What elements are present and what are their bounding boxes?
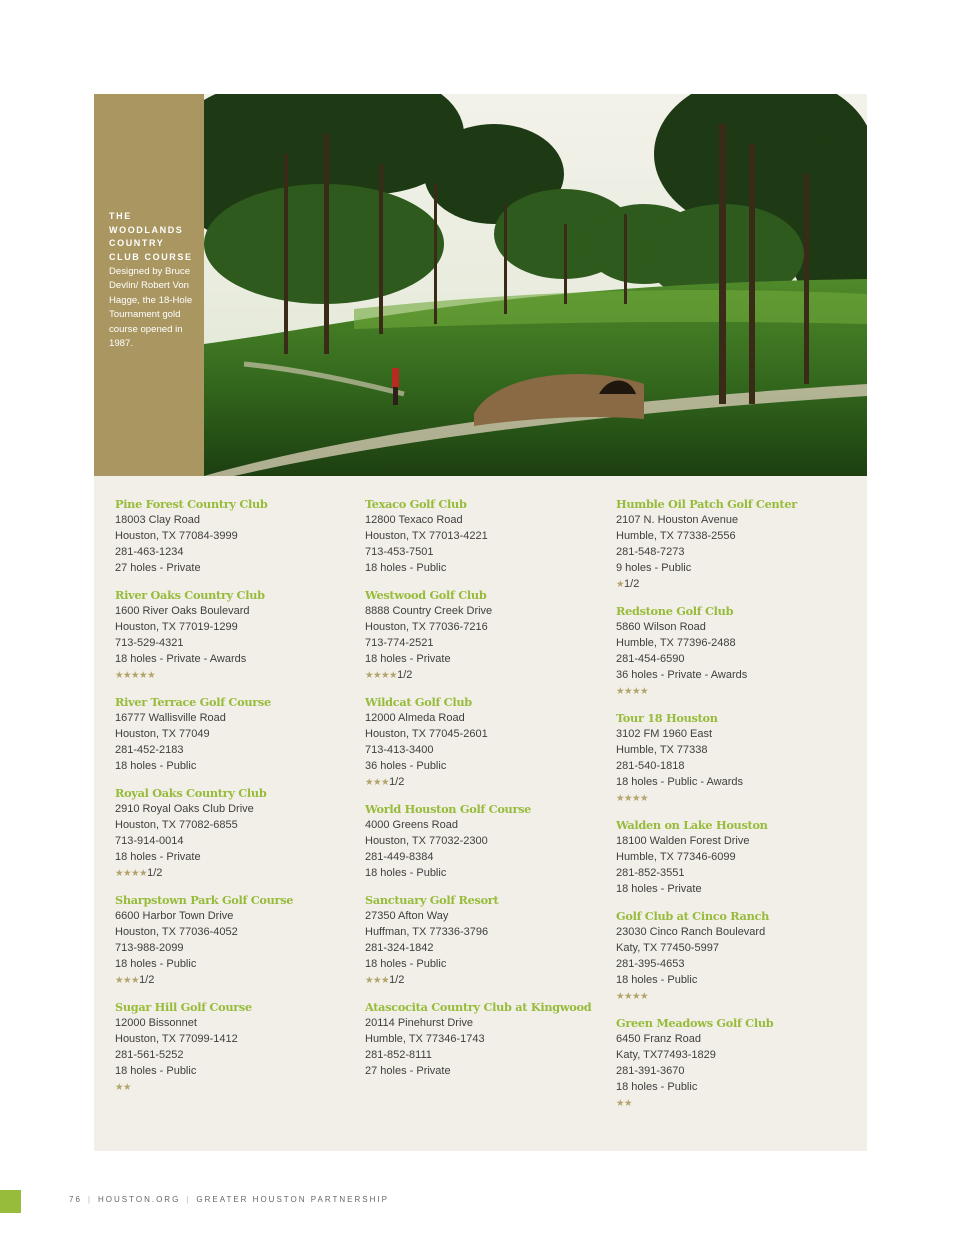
club-address-line: Houston, TX 77045-2601 [365, 728, 488, 740]
club-phone: 713-914-0014 [115, 835, 184, 847]
club-phone: 281-561-5252 [115, 1049, 184, 1061]
club-name: River Oaks Country Club [115, 588, 265, 602]
club-address-line: 16777 Wallisville Road [115, 712, 226, 724]
club-address-line: 6600 Harbor Town Drive [115, 910, 234, 922]
club-phone: 713-413-3400 [365, 744, 434, 756]
club-address-line: 6450 Franz Road [616, 1033, 701, 1045]
club-address-line: 27350 Afton Way [365, 910, 449, 922]
club-address-line: 5860 Wilson Road [616, 621, 706, 633]
club-name: Green Meadows Golf Club [616, 1016, 774, 1030]
club-entry [115, 999, 345, 1095]
club-rating [616, 790, 846, 806]
club-name: Tour 18 Houston [616, 711, 718, 725]
club-rating [616, 988, 846, 1004]
footer-site: HOUSTON.ORG [97, 1195, 181, 1204]
club-entry [115, 587, 345, 683]
club-rating [115, 865, 345, 881]
club-name: Texaco Golf Club [365, 497, 467, 511]
club-rating [616, 683, 846, 699]
listing-column-3 [616, 496, 846, 1122]
club-holes-type: 18 holes - Public [115, 760, 197, 772]
club-entry [115, 785, 345, 881]
club-rating [115, 667, 345, 683]
club-name: Atascocita Country Club at Kingwood [365, 1000, 592, 1014]
half-star-label: 1/2 [389, 776, 405, 788]
club-holes-type: 18 holes - Private [115, 851, 201, 863]
club-address-line: Houston, TX 77082-6855 [115, 819, 238, 831]
caption-panel [94, 94, 204, 476]
club-phone: 281-540-1818 [616, 760, 685, 772]
club-name: River Terrace Golf Course [115, 695, 271, 709]
club-address-line: 23030 Cinco Ranch Boulevard [616, 926, 766, 938]
club-address-line: 18100 Walden Forest Drive [616, 835, 750, 847]
caption-body: Designed by Bruce Devlin/ Robert Von Hagge, the 18-Hole Tournament gold course opened in 1987. [109, 266, 193, 350]
club-name: Redstone Golf Club [616, 604, 734, 618]
club-name: Pine Forest Country Club [115, 497, 268, 511]
caption-title: THE WOODLANDS COUNTRY CLUB COURSE [109, 211, 193, 262]
star-icons: ★★★★ [365, 670, 398, 681]
club-rating [365, 972, 595, 988]
club-address-line: Humble, TX 77346-1743 [365, 1033, 485, 1045]
club-phone: 713-774-2521 [365, 637, 434, 649]
club-phone: 713-988-2099 [115, 942, 184, 954]
club-entry [365, 496, 595, 576]
club-address-line: 20114 Pinehurst Drive [365, 1017, 474, 1029]
club-holes-type: 36 holes - Public [365, 760, 447, 772]
club-entry [616, 908, 846, 1004]
club-entry [115, 496, 345, 576]
hero-section [94, 94, 867, 476]
golf-course-listing [94, 476, 867, 1151]
club-entry [616, 603, 846, 699]
club-address-line: Huffman, TX 77336-3796 [365, 926, 489, 938]
club-name: Humble Oil Patch Golf Center [616, 497, 797, 511]
club-holes-type: 18 holes - Private [365, 653, 451, 665]
star-icons: ★★★★★ [115, 670, 156, 681]
club-holes-type: 18 holes - Public [115, 1065, 197, 1077]
club-name: Wildcat Golf Club [365, 695, 472, 709]
club-rating [616, 1095, 846, 1111]
club-address-line: 1600 River Oaks Boulevard [115, 605, 250, 617]
club-entry [365, 892, 595, 988]
club-address-line: Houston, TX 77032-2300 [365, 835, 488, 847]
club-address-line: Houston, TX 77049 [115, 728, 210, 740]
club-rating [365, 774, 595, 790]
club-phone: 281-852-3551 [616, 867, 685, 879]
club-address-line: 12000 Bissonnet [115, 1017, 197, 1029]
club-holes-type: 18 holes - Public [365, 562, 447, 574]
club-address-line: Houston, TX 77084-3999 [115, 530, 238, 542]
half-star-label: 1/2 [624, 578, 640, 590]
club-phone: 281-395-4653 [616, 958, 685, 970]
club-address-line: Houston, TX 77019-1299 [115, 621, 238, 633]
club-address-line: Humble, TX 77346-6099 [616, 851, 736, 863]
club-phone: 713-453-7501 [365, 546, 434, 558]
club-address-line: Katy, TX77493-1829 [616, 1049, 716, 1061]
star-icons: ★★★★ [616, 793, 649, 804]
club-entry [616, 710, 846, 806]
club-entry [616, 1015, 846, 1111]
club-phone: 281-463-1234 [115, 546, 184, 558]
half-star-label: 1/2 [397, 669, 413, 681]
club-phone: 281-454-6590 [616, 653, 685, 665]
club-name: Sugar Hill Golf Course [115, 1000, 252, 1014]
club-address-line: 18003 Clay Road [115, 514, 201, 526]
club-entry [365, 694, 595, 790]
club-phone: 281-548-7273 [616, 546, 685, 558]
club-entry [365, 999, 595, 1079]
star-icons: ★★★ [115, 975, 140, 986]
star-icons: ★★★★ [616, 686, 649, 697]
club-rating [365, 667, 595, 683]
club-holes-type: 27 holes - Private [115, 562, 201, 574]
club-holes-type: 27 holes - Private [365, 1065, 451, 1077]
club-entry [365, 587, 595, 683]
star-icons: ★★ [115, 1082, 132, 1093]
club-holes-type: 36 holes - Private - Awards [616, 669, 748, 681]
club-name: Westwood Golf Club [365, 588, 487, 602]
star-icons: ★★★ [365, 975, 390, 986]
club-holes-type: 18 holes - Public - Awards [616, 776, 743, 788]
club-entry [616, 817, 846, 897]
club-phone: 281-452-2183 [115, 744, 184, 756]
club-address-line: Houston, TX 77036-4052 [115, 926, 238, 938]
club-holes-type: 18 holes - Public [365, 867, 447, 879]
star-icons: ★★★★ [616, 991, 649, 1002]
half-star-label: 1/2 [147, 867, 163, 879]
club-rating [115, 972, 345, 988]
club-phone: 281-391-3670 [616, 1065, 685, 1077]
club-address-line: 4000 Greens Road [365, 819, 458, 831]
club-address-line: 2107 N. Houston Avenue [616, 514, 739, 526]
star-icons: ★★★ [365, 777, 390, 788]
club-address-line: Houston, TX 77036-7216 [365, 621, 488, 633]
club-rating [115, 1079, 345, 1095]
star-icons: ★ [616, 579, 625, 590]
club-name: Walden on Lake Houston [616, 818, 768, 832]
star-icons: ★★★★ [115, 868, 148, 879]
club-address-line: Katy, TX 77450-5997 [616, 942, 719, 954]
club-address-line: Humble, TX 77338 [616, 744, 708, 756]
photo-caption [109, 210, 199, 351]
golf-course-photo [204, 94, 867, 476]
club-address-line: 8888 Country Creek Drive [365, 605, 493, 617]
footer-org: GREATER HOUSTON PARTNERSHIP [196, 1195, 389, 1204]
club-address-line: 2910 Royal Oaks Club Drive [115, 803, 254, 815]
club-phone: 281-449-8384 [365, 851, 434, 863]
listing-column-2 [365, 496, 595, 1090]
club-holes-type: 18 holes - Public [365, 958, 447, 970]
club-address-line: 12000 Almeda Road [365, 712, 465, 724]
half-star-label: 1/2 [139, 974, 155, 986]
club-address-line: Humble, TX 77338-2556 [616, 530, 736, 542]
club-phone: 281-852-8111 [365, 1049, 432, 1061]
club-holes-type: 9 holes - Public [616, 562, 692, 574]
club-holes-type: 18 holes - Public [616, 1081, 698, 1093]
page-number: 76 [69, 1195, 82, 1204]
club-phone: 713-529-4321 [115, 637, 184, 649]
club-rating [616, 576, 846, 592]
club-entry [365, 801, 595, 881]
club-address-line: 12800 Texaco Road [365, 514, 463, 526]
club-name: Sharpstown Park Golf Course [115, 893, 294, 907]
club-address-line: 3102 FM 1960 East [616, 728, 713, 740]
club-address-line: Houston, TX 77013-4221 [365, 530, 488, 542]
club-name: World Houston Golf Course [365, 802, 532, 816]
club-name: Royal Oaks Country Club [115, 786, 267, 800]
star-icons: ★★ [616, 1098, 633, 1109]
club-holes-type: 18 holes - Public [115, 958, 197, 970]
page-footer: 76 | HOUSTON.ORG | GREATER HOUSTON PARTNERSHIP [69, 1195, 389, 1204]
listing-column-1 [115, 496, 345, 1106]
club-holes-type: 18 holes - Private [616, 883, 702, 895]
club-entry [115, 892, 345, 988]
club-address-line: Humble, TX 77396-2488 [616, 637, 736, 649]
club-phone: 281-324-1842 [365, 942, 434, 954]
club-name: Sanctuary Golf Resort [365, 893, 499, 907]
club-name: Golf Club at Cinco Ranch [616, 909, 769, 923]
club-holes-type: 18 holes - Private - Awards [115, 653, 247, 665]
club-address-line: Houston, TX 77099-1412 [115, 1033, 238, 1045]
half-star-label: 1/2 [389, 974, 405, 986]
footer-accent-square [0, 1190, 21, 1213]
club-entry [616, 496, 846, 592]
club-entry [115, 694, 345, 774]
club-holes-type: 18 holes - Public [616, 974, 698, 986]
